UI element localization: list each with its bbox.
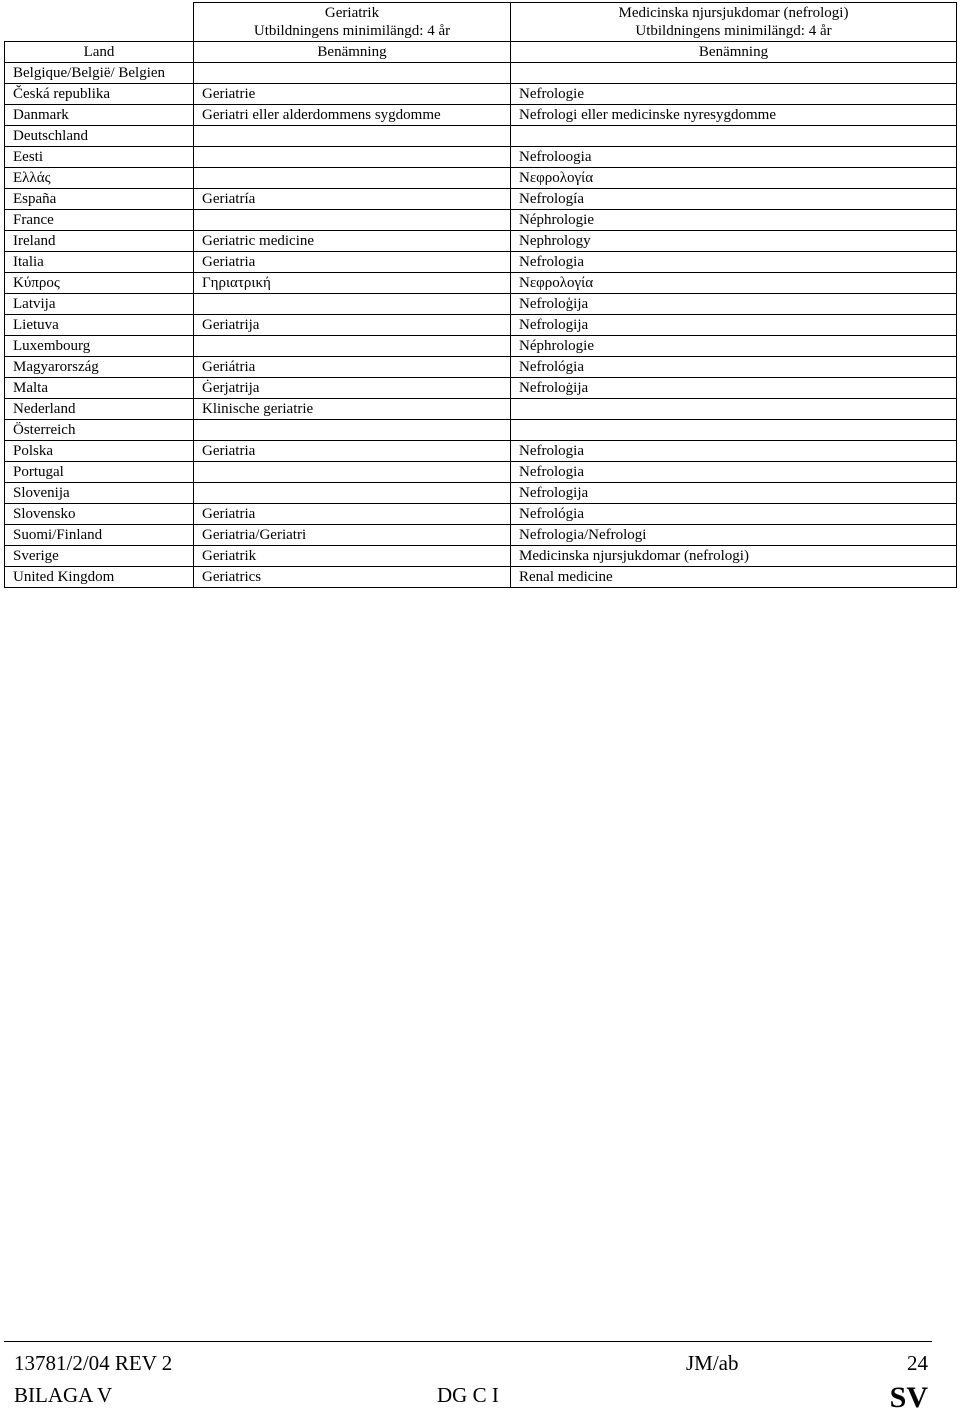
table-row — [5, 567, 957, 588]
geriatrics-cell — [194, 462, 511, 483]
nephrology-cell: Renal medicine — [511, 567, 957, 588]
table-row — [5, 252, 957, 273]
geriatrics-cell — [194, 168, 511, 189]
geriatrics-cell: Geriatria — [194, 504, 511, 525]
country-cell: Κύπρος — [5, 273, 194, 294]
geriatrics-cell: Geriatri eller alderdommens sygdomme — [194, 105, 511, 126]
country-cell: Česká republika — [5, 84, 194, 105]
document-reference: 13781/2/04 REV 2 — [14, 1351, 173, 1375]
nephrology-cell: Nefrológia — [511, 357, 957, 378]
table-row — [5, 189, 957, 210]
header-geriatrics-label: Benämning — [194, 42, 511, 63]
table-row — [5, 525, 957, 546]
country-cell: Nederland — [5, 399, 194, 420]
nephrology-cell: Néphrologie — [511, 336, 957, 357]
country-cell: Slovensko — [5, 504, 194, 525]
geriatrics-cell — [194, 63, 511, 84]
nephrology-cell: Nefrología — [511, 189, 957, 210]
nephrology-cell: Medicinska njursjukdomar (nefrologi) — [511, 546, 957, 567]
language-code: SV — [889, 1381, 928, 1414]
header-geriatrics-duration: Utbildningens minimilängd: 4 år — [253, 23, 451, 39]
page-number: 24 — [907, 1351, 928, 1375]
geriatrics-cell — [194, 147, 511, 168]
country-cell: Luxembourg — [5, 336, 194, 357]
author-initials: JM/ab — [686, 1351, 739, 1375]
country-cell: Polska — [5, 441, 194, 462]
country-cell: Portugal — [5, 462, 194, 483]
nephrology-cell: Nefrologia — [511, 462, 957, 483]
country-cell: Latvija — [5, 294, 194, 315]
geriatrics-cell — [194, 210, 511, 231]
table-row — [5, 210, 957, 231]
table-row — [5, 126, 957, 147]
header-row-titles — [5, 3, 957, 42]
geriatrics-cell: Geriatria/Geriatri — [194, 525, 511, 546]
table-row — [5, 483, 957, 504]
table-row — [5, 273, 957, 294]
footer-line-1 — [14, 1351, 928, 1377]
country-cell: Eesti — [5, 147, 194, 168]
geriatrics-cell: Γηριατρική — [194, 273, 511, 294]
table-row — [5, 546, 957, 567]
footer-line-2 — [14, 1381, 928, 1414]
table-row — [5, 168, 957, 189]
geriatrics-cell: Geriatrie — [194, 84, 511, 105]
geriatrics-cell: Geriatrik — [194, 546, 511, 567]
nephrology-cell: Nefrologija — [511, 483, 957, 504]
country-cell: Malta — [5, 378, 194, 399]
geriatrics-cell: Geriatria — [194, 441, 511, 462]
country-cell: Ελλάς — [5, 168, 194, 189]
header-country-label: Land — [5, 42, 194, 63]
country-cell: Deutschland — [5, 126, 194, 147]
geriatrics-cell: Geriatrics — [194, 567, 511, 588]
header-nephrology-cell — [511, 3, 957, 42]
nephrology-cell — [511, 399, 957, 420]
nephrology-cell: Nefroloģija — [511, 294, 957, 315]
country-cell: United Kingdom — [5, 567, 194, 588]
nephrology-cell: Nefrologia — [511, 252, 957, 273]
geriatrics-cell — [194, 336, 511, 357]
table-row — [5, 294, 957, 315]
nephrology-cell: Nefrológia — [511, 504, 957, 525]
geriatrics-cell: Geriátria — [194, 357, 511, 378]
header-row-labels — [5, 42, 957, 63]
country-cell: Suomi/Finland — [5, 525, 194, 546]
table-row — [5, 147, 957, 168]
header-geriatrics-title: Geriatrik — [324, 5, 380, 21]
table-row — [5, 84, 957, 105]
specialty-table — [4, 2, 957, 588]
country-cell: Magyarország — [5, 357, 194, 378]
header-geriatrics-cell — [194, 3, 511, 42]
header-blank-cell — [5, 3, 194, 42]
country-cell: Italia — [5, 252, 194, 273]
table-row — [5, 420, 957, 441]
nephrology-cell: Nefrologi eller medicinske nyresygdomme — [511, 105, 957, 126]
country-cell: España — [5, 189, 194, 210]
geriatrics-cell: Geriatria — [194, 252, 511, 273]
table-row — [5, 462, 957, 483]
geriatrics-cell: Geriatría — [194, 189, 511, 210]
nephrology-cell: Νεφρολογία — [511, 273, 957, 294]
geriatrics-cell: Ġerjatrija — [194, 378, 511, 399]
nephrology-cell: Nefrologie — [511, 84, 957, 105]
header-nephrology-label: Benämning — [511, 42, 957, 63]
footer-divider — [4, 1341, 932, 1342]
country-cell: Österreich — [5, 420, 194, 441]
country-cell: Belgique/België/ Belgien — [5, 63, 194, 84]
geriatrics-cell — [194, 483, 511, 504]
annex-label: BILAGA V — [14, 1383, 113, 1407]
nephrology-cell — [511, 63, 957, 84]
table-row — [5, 504, 957, 525]
table-row — [5, 399, 957, 420]
nephrology-cell — [511, 126, 957, 147]
geriatrics-cell — [194, 126, 511, 147]
country-cell: France — [5, 210, 194, 231]
nephrology-cell: Néphrologie — [511, 210, 957, 231]
nephrology-cell: Nefrologia/Nefrologi — [511, 525, 957, 546]
nephrology-cell: Νεφρολογία — [511, 168, 957, 189]
country-cell: Sverige — [5, 546, 194, 567]
country-cell: Slovenija — [5, 483, 194, 504]
header-nephrology-title: Medicinska njursjukdomar (nefrologi) — [618, 5, 849, 21]
table-row — [5, 315, 957, 336]
table-row — [5, 231, 957, 252]
geriatrics-cell: Geriatric medicine — [194, 231, 511, 252]
nephrology-cell: Nefroloogia — [511, 147, 957, 168]
header-nephrology-duration: Utbildningens minimilängd: 4 år — [635, 23, 832, 39]
country-cell: Danmark — [5, 105, 194, 126]
nephrology-cell: Nefroloġija — [511, 378, 957, 399]
table-row — [5, 63, 957, 84]
country-cell: Lietuva — [5, 315, 194, 336]
table-body — [5, 3, 957, 588]
nephrology-cell: Nefrologija — [511, 315, 957, 336]
nephrology-cell — [511, 420, 957, 441]
geriatrics-cell — [194, 294, 511, 315]
country-cell: Ireland — [5, 231, 194, 252]
nephrology-cell: Nephrology — [511, 231, 957, 252]
nephrology-cell: Nefrologia — [511, 441, 957, 462]
table-row — [5, 441, 957, 462]
geriatrics-cell: Klinische geriatrie — [194, 399, 511, 420]
table-row — [5, 336, 957, 357]
table-row — [5, 378, 957, 399]
table-row — [5, 357, 957, 378]
directorate-label: DG C I — [437, 1383, 499, 1407]
table-row — [5, 105, 957, 126]
geriatrics-cell — [194, 420, 511, 441]
geriatrics-cell: Geriatrija — [194, 315, 511, 336]
